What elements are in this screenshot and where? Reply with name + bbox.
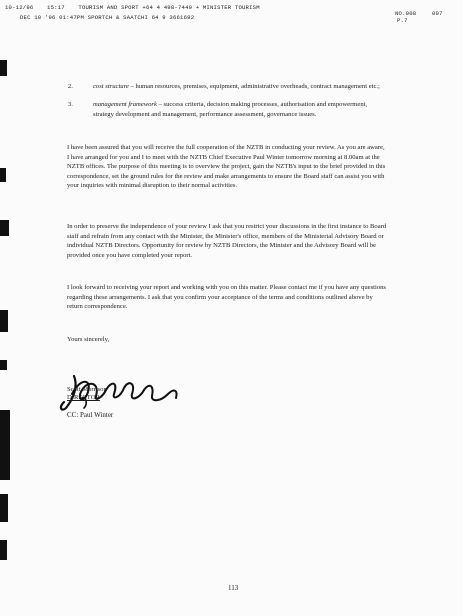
fax-header-line2: DEC 10 '96 01:47PM SPORTCH & SAATCHI 64 9 3661692: [20, 14, 195, 21]
cc-line: CC: Paul Winter: [67, 411, 114, 419]
list-item-3: [68, 100, 388, 119]
fax-sender: TOURISM AND SPORT +64 4 498-7449 + MINISTER TOURISM: [78, 4, 260, 11]
scan-edge-mark: [0, 60, 7, 76]
list-text: – human resources, premises, equipment, administrative overheads, contract management etc.;: [128, 83, 380, 90]
scan-edge-mark: [0, 494, 8, 522]
scan-edge-mark: [0, 310, 8, 332]
fax-time: 15:17: [47, 4, 65, 11]
fax-page-marker: P.7: [397, 17, 408, 24]
scan-edge-mark: [0, 410, 10, 480]
paragraph-cooperation: I have been assured that you will receive the full cooperation of the NZTB in conducting your review. As you are aware, I have arranged for you and I to meet with the NZTB Chief Executive Paul Winter tomorrow morning at 8.00am at the NZTB offices. The purpose of this meeting is to overview the project, gain the NZTB's input to the brief provided in this correspondence, set the ground rules for the review and make arrangements to ensure the Board staff can assist you with your inquiries with minimal disruption to their normal activities.: [67, 144, 386, 190]
list-label: management framework: [93, 101, 157, 108]
paragraph-closing: I look forward to receiving your report and working with you on this matter. Please contact me if you have any questions regarding these arrangements. I ask that you confirm your acceptance of the terms and conditions outlined above by return correspondence.: [67, 284, 386, 311]
list-text: – success criteria, decision making processes, authorisation and empowerment, strategy development and management, performance assessment, governance issues.: [93, 101, 368, 118]
scan-edge-mark: [0, 540, 7, 560]
fax-header-line1: [5, 4, 455, 11]
fax-number: NO.008: [395, 10, 417, 17]
list-number: 2.: [68, 83, 73, 90]
scan-edge-mark: [0, 168, 6, 182]
page-number: 113: [228, 584, 239, 592]
closing-salutation: Yours sincerely,: [67, 336, 110, 343]
fax-page-count: 007: [432, 10, 443, 17]
list-item-2: [68, 82, 388, 92]
paragraph-independence: In order to preserve the independence of your review I ask that you restrict your discussions in the first instance to Board staff and refrain from any contact with the Minister, the Minister's office, members of the Ministerial Advisory Board or individual NZTB Directors. Opportunity for review by NZTB Directors, the Minister and the Advisory Board will be provided once you have completed your report.: [67, 223, 387, 259]
fax-date: 10-12/96: [5, 4, 34, 11]
scan-edge-mark: [0, 360, 7, 370]
list-number: 3.: [68, 101, 73, 108]
signer-name: Scott Morrison: [67, 386, 107, 393]
list-label: cost structure: [93, 83, 129, 90]
scan-edge-mark: [0, 220, 9, 236]
signer-title: DIRECTOR: [67, 394, 100, 401]
